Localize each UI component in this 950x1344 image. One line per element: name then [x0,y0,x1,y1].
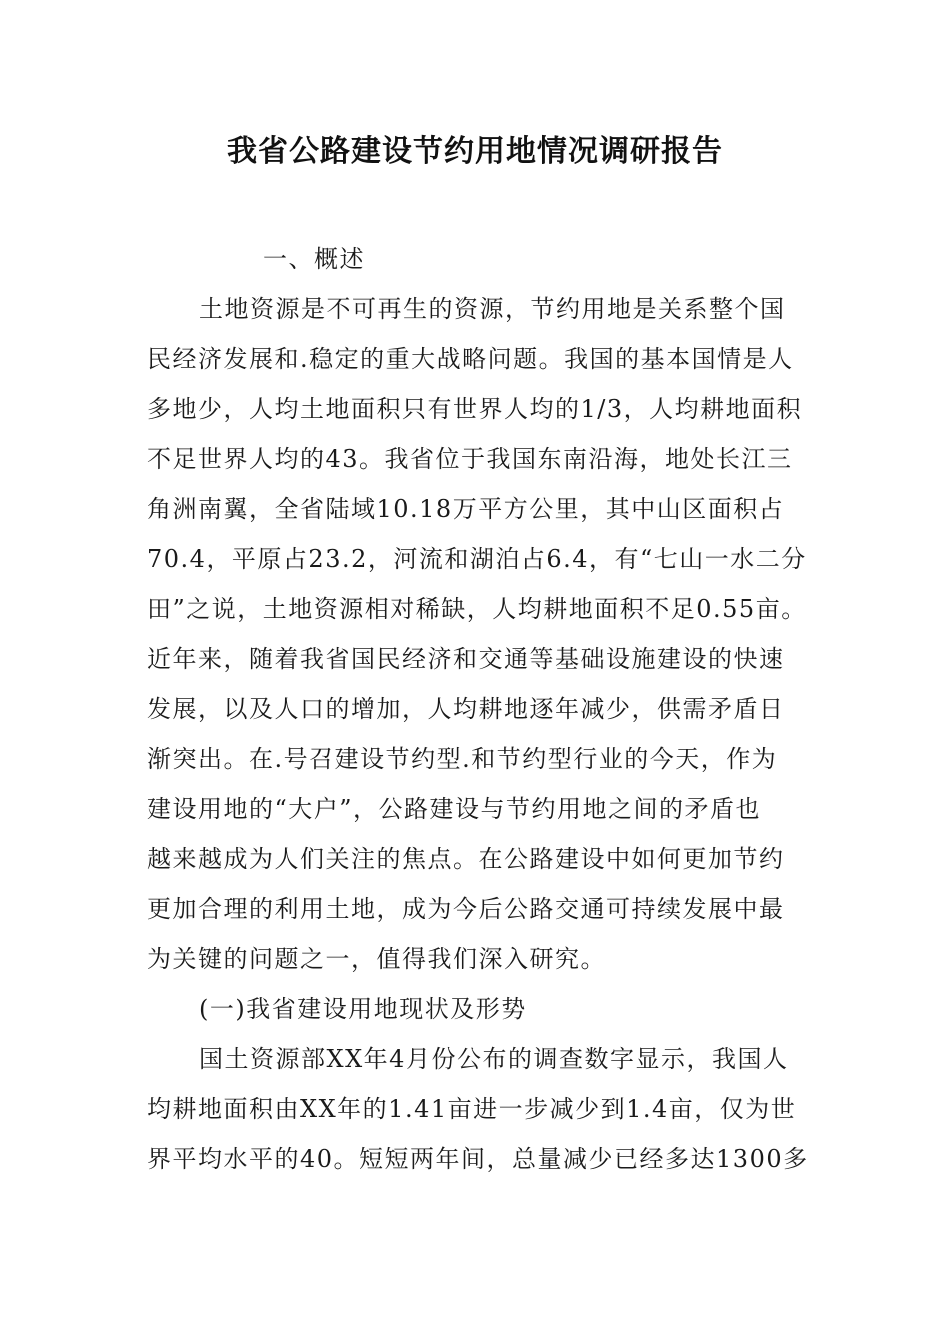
paragraph-line: 为关键的问题之一，值得我们深入研究。 [147,945,606,973]
paragraph-line: 角洲南翼，全省陆域10.18万平方公里，其中山区面积占 [147,495,785,523]
paragraph-line: 界平均水平的40。短短两年间，总量减少已经多达1300多 [147,1145,809,1173]
paragraph-line: 田”之说，土地资源相对稀缺，人均耕地面积不足0.55亩。 [147,595,807,623]
paragraph-line: 更加合理的利用土地，成为今后公路交通可持续发展中最 [147,895,785,923]
paragraph-line: 多地少，人均土地面积只有世界人均的1/3，人均耕地面积 [147,395,803,423]
section-heading-overview: 一、概述 [263,245,365,273]
paragraph-line: 土地资源是不可再生的资源，节约用地是关系整个国 [199,295,786,323]
paragraph-line: 国土资源部XX年4月份公布的调查数字显示，我国人 [199,1045,789,1073]
paragraph-line: 均耕地面积由XX年的1.41亩进一步减少到1.4亩，仅为世 [147,1095,797,1123]
paragraph-line: 民经济发展和.稳定的重大战略问题。我国的基本国情是人 [147,345,794,373]
paragraph-line: 渐突出。在.号召建设节约型.和节约型行业的今天，作为 [147,745,778,773]
document-title: 我省公路建设节约用地情况调研报告 [227,134,723,169]
document-body [147,234,827,1184]
paragraph-line: 发展，以及人口的增加，人均耕地逐年减少，供需矛盾日 [147,695,785,723]
paragraph-line: 建设用地的“大户”，公路建设与节约用地之间的矛盾也 [147,795,762,823]
subsection-heading: (一)我省建设用地现状及形势 [199,995,527,1023]
paragraph-line: 70.4，平原占23.2，河流和湖泊占6.4，有“七山一水二分 [147,545,807,573]
paragraph-line: 越来越成为人们关注的焦点。在公路建设中如何更加节约 [147,845,785,873]
paragraph-line: 近年来，随着我省国民经济和交通等基础设施建设的快速 [147,645,785,673]
paragraph-line: 不足世界人均的43。我省位于我国东南沿海，地处长江三 [147,445,793,473]
